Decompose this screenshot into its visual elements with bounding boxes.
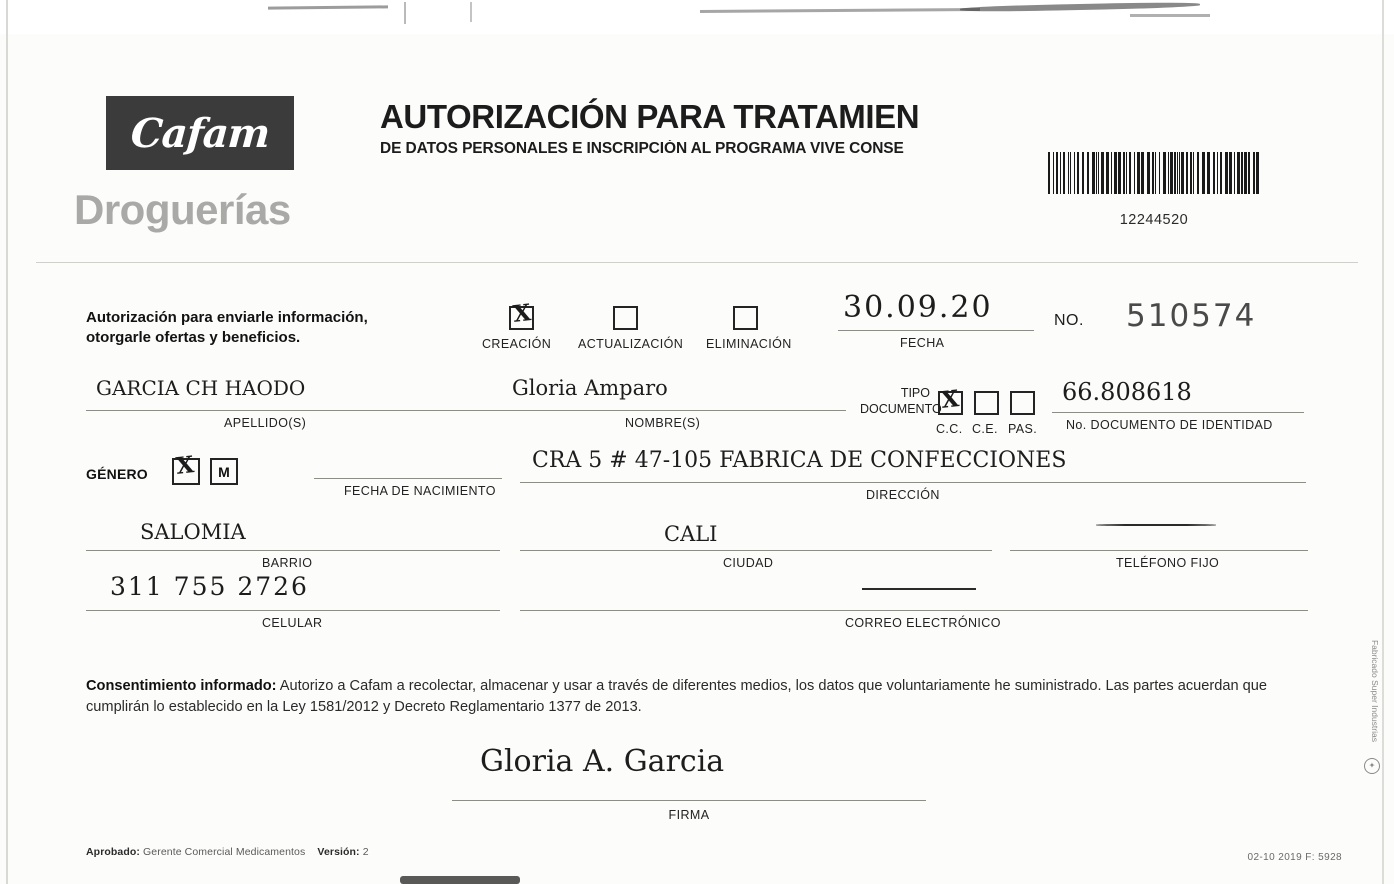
scan-artifact	[404, 2, 406, 24]
seal-icon: ✦	[1364, 758, 1380, 774]
header-divider	[36, 262, 1358, 263]
tipo-documento-caption-line2: DOCUMENTO	[860, 401, 942, 416]
fecha-rule	[838, 330, 1034, 331]
direccion-caption: DIRECCIÓN	[866, 488, 940, 502]
checkbox-pas[interactable]	[1010, 391, 1035, 415]
footer-side-note: Fabricado Super Industrias	[1370, 639, 1380, 742]
tipo-documento-option-cc: C.C.	[936, 422, 963, 436]
apellidos-value: GARCIA CH HAODO	[96, 376, 306, 400]
telefono-fijo-caption: TELÉFONO FIJO	[1116, 556, 1220, 570]
cafam-logo-text: Cafam	[129, 109, 271, 157]
barcode	[1048, 152, 1260, 194]
consent-heading: Consentimiento informado:	[86, 678, 277, 694]
checkbox-eliminacion-label: ELIMINACIÓN	[706, 337, 792, 351]
authorization-statement-line2: otorgarle ofertas y beneficios.	[86, 329, 301, 347]
apellidos-rule	[86, 410, 516, 411]
authorization-statement	[86, 308, 476, 349]
fecha-nacimiento-caption: FECHA DE NACIMIENTO	[344, 484, 496, 498]
correo-rule	[520, 610, 1308, 611]
celular-rule	[86, 610, 500, 611]
tipo-documento-option-pas: PAS.	[1008, 422, 1038, 436]
tipo-documento-caption-line1: TIPO	[900, 386, 930, 400]
signature-rule	[452, 800, 926, 801]
checkbox-creacion-mark: X	[511, 299, 533, 328]
scan-artifact	[1130, 14, 1210, 17]
folio-label: NO.	[1054, 312, 1084, 329]
numero-documento-value: 66.808618	[1062, 378, 1192, 406]
celular-value: 311 755 2726	[110, 572, 309, 601]
page-edge-right	[1382, 0, 1384, 884]
consent-body: Autorizo a Cafam a recolectar, almacenar y usar a través de diferentes medios, los datos que voluntariamente he suministrado. Las partes acuerdan que cumplirán lo establecido en la Ley 1581/2012 y Decreto Reglamentario 1377 de 2013.	[86, 678, 1268, 716]
signature-value: Gloria A. Garcia	[480, 744, 725, 779]
nombres-caption: NOMBRE(S)	[625, 416, 701, 430]
checkbox-cc-mark: X	[939, 385, 961, 414]
page-edge-left	[6, 0, 8, 884]
telefono-fijo-rule	[1010, 550, 1308, 551]
footer-approved-value: Gerente Comercial Medicamentos	[143, 846, 306, 858]
authorization-statement-line1: Autorización para enviarle información,	[86, 309, 368, 326]
barrio-value: SALOMIA	[140, 520, 246, 544]
ciudad-caption: CIUDAD	[723, 556, 774, 570]
celular-caption: CELULAR	[262, 616, 323, 630]
barrio-caption: BARRIO	[262, 556, 313, 570]
signature-caption: FIRMA	[668, 808, 710, 822]
droguerias-wordmark: Droguerías	[74, 186, 291, 233]
genero-caption: GÉNERO	[86, 466, 148, 482]
correo-strike	[862, 588, 976, 590]
checkbox-ce[interactable]	[974, 391, 999, 415]
barrio-rule	[86, 550, 500, 551]
barcode-number: 12244520	[1119, 212, 1189, 228]
numero-documento-rule	[1052, 412, 1304, 413]
ciudad-rule	[520, 550, 992, 551]
footer-approval	[86, 846, 369, 858]
checkbox-creacion-label: CREACIÓN	[482, 337, 552, 351]
genero-option-m[interactable]	[210, 458, 238, 485]
fecha-nacimiento-rule	[314, 478, 502, 479]
correo-caption: CORREO ELECTRÓNICO	[845, 616, 1001, 630]
consent-paragraph	[86, 676, 1308, 718]
fecha-value: 30.09.20	[843, 290, 993, 325]
nombres-value: Gloria Amparo	[512, 376, 668, 400]
genero-option-f-mark: X	[174, 451, 196, 480]
tipo-documento-caption	[860, 386, 942, 417]
apellidos-caption: APELLIDO(S)	[224, 416, 307, 430]
folio-number: 510574	[1126, 298, 1257, 334]
footer-version-value: 2	[362, 846, 369, 858]
fecha-caption: FECHA	[900, 336, 945, 350]
direccion-rule	[520, 482, 1306, 483]
checkbox-actualizacion[interactable]	[613, 306, 638, 330]
footer-approved-label: Aprobado:	[86, 846, 140, 858]
tipo-documento-option-ce: C.E.	[972, 422, 998, 436]
telefono-fijo-strike	[1096, 524, 1216, 526]
numero-documento-caption: No. DOCUMENTO DE IDENTIDAD	[1066, 418, 1273, 432]
form-title: AUTORIZACIÓN PARA TRATAMIEN	[380, 98, 920, 135]
direccion-value: CRA 5 # 47-105 FABRICA DE CONFECCIONES	[532, 448, 1067, 473]
genero-option-m-label: M	[218, 463, 230, 480]
nombres-rule	[506, 410, 846, 411]
cafam-logo	[106, 96, 294, 170]
checkbox-actualizacion-label: ACTUALIZACIÓN	[578, 337, 684, 351]
footer-version-label: Versión:	[317, 846, 360, 858]
footer-code: 02-10 2019 F: 5928	[1247, 852, 1342, 863]
form-subtitle: DE DATOS PERSONALES E INSCRIPCIÓN AL PROGRAMA VIVE CONSE	[380, 140, 904, 157]
ciudad-value: CALI	[664, 522, 718, 546]
scan-artifact	[470, 2, 472, 22]
scan-artifact	[400, 876, 520, 884]
checkbox-eliminacion[interactable]	[733, 306, 758, 330]
